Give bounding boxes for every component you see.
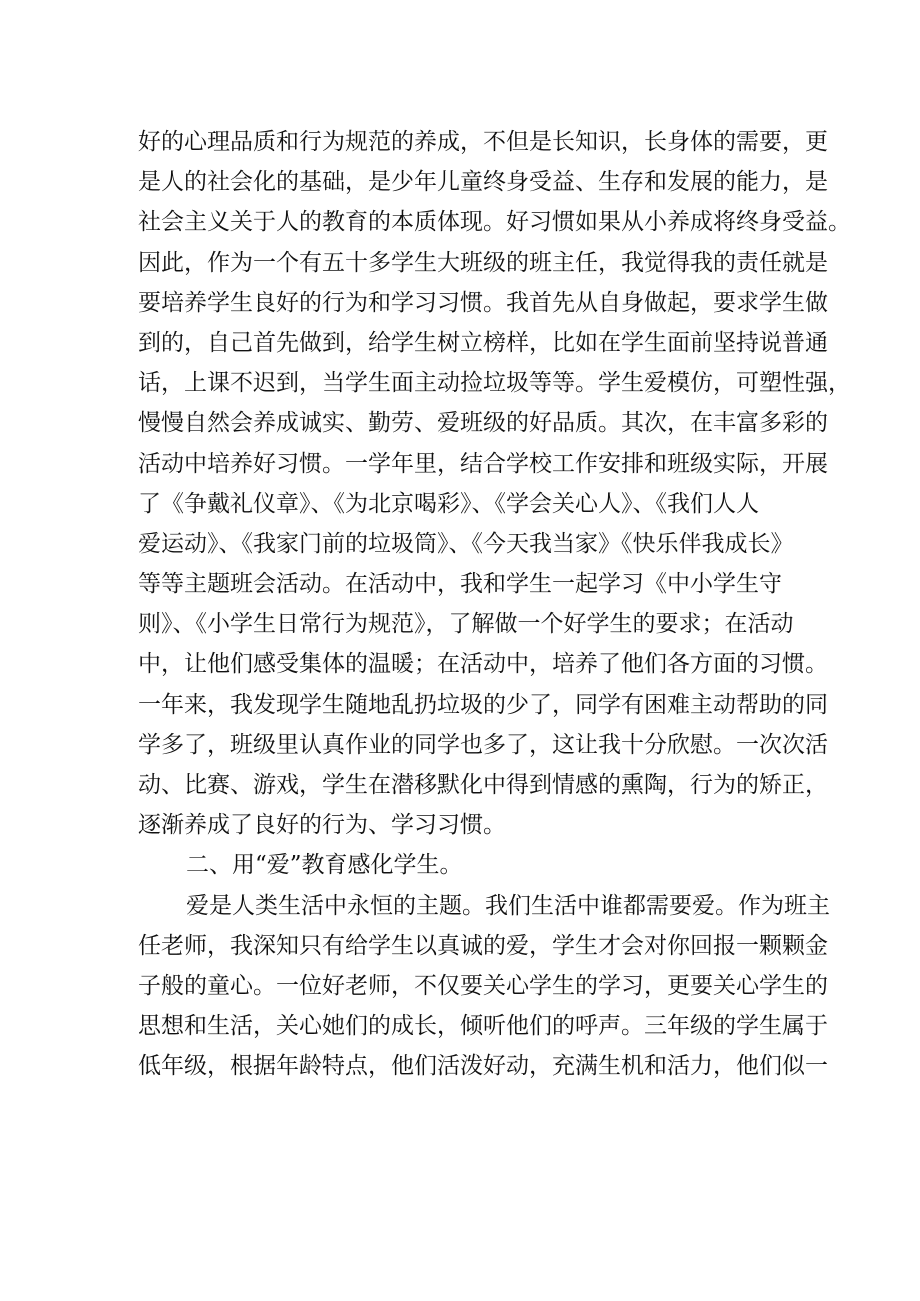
text-line: 活动中培养好习惯。一学年里，结合学校工作安排和班级实际，开展 (138, 450, 828, 477)
text-line: 因此，作为一个有五十多学生大班级的班主任，我觉得我的责任就是 (138, 249, 828, 276)
text-line: 爱是人类生活中永恒的主题。我们生活中谁都需要爱。作为班主 (186, 892, 830, 919)
text-line: 中，让他们感受集体的温暖；在活动中，培养了他们各方面的习惯。 (138, 651, 828, 678)
text-line: 爱运动》、《我家门前的垃圾筒》、《今天我当家》《快乐伴我成长》 (138, 530, 794, 557)
text-line: 动、比赛、游戏，学生在潜移默化中得到情感的熏陶，行为的矫正， (138, 772, 828, 798)
text-line: 社会主义关于人的教育的本质体现。好习惯如果从小养成将终身受益。 (138, 209, 851, 236)
text-line: 学多了，班级里认真作业的同学也多了，这让我十分欣慰。一次次活 (138, 731, 828, 758)
text-line: 好的心理品质和行为规范的养成，不但是长知识，长身体的需要，更 (138, 129, 828, 155)
text-line: 是人的社会化的基础，是少年儿童终身受益、生存和发展的能力，是 (138, 169, 828, 196)
text-line: 等等主题班会活动。在活动中，我和学生一起学习《中小学生守 (138, 571, 782, 598)
text-line: 要培养学生良好的行为和学习习惯。我首先从自身做起，要求学生做 (138, 289, 828, 316)
text-line: 慢慢自然会养成诚实、勤劳、爱班级的好品质。其次，在丰富多彩的 (138, 410, 828, 437)
text-line: 子般的童心。一位好老师，不仅要关心学生的学习，更要关心学生的 (138, 972, 828, 999)
text-line: 话，上课不迟到，当学生面主动捡垃圾等等。学生爱模仿，可塑性强， (138, 370, 851, 397)
text-line: 思想和生活，关心她们的成长，倾听他们的呼声。三年级的学生属于 (138, 1013, 828, 1040)
text-line: 则》、《小学生日常行为规范》，了解做一个好学生的要求；在活动 (138, 611, 794, 638)
section-heading: 二、用“爱”教育感化学生。 (186, 852, 463, 879)
text-line: 了《争戴礼仪章》、《为北京喝彩》、《学会关心人》、《我们人人 (138, 490, 759, 517)
text-line: 到的，自己首先做到，给学生树立榜样，比如在学生面前坚持说普通 (138, 329, 828, 356)
text-line: 一年来，我发现学生随地乱扔垃圾的少了，同学有困难主动帮助的同 (138, 691, 828, 718)
document-body (138, 122, 851, 1087)
text-line: 逐渐养成了良好的行为、学习习惯。 (138, 812, 506, 839)
text-line: 低年级，根据年龄特点，他们活泼好动，充满生机和活力，他们似一 (138, 1053, 828, 1080)
text-line: 任老师，我深知只有给学生以真诚的爱，学生才会对你回报一颗颗金 (138, 932, 828, 959)
